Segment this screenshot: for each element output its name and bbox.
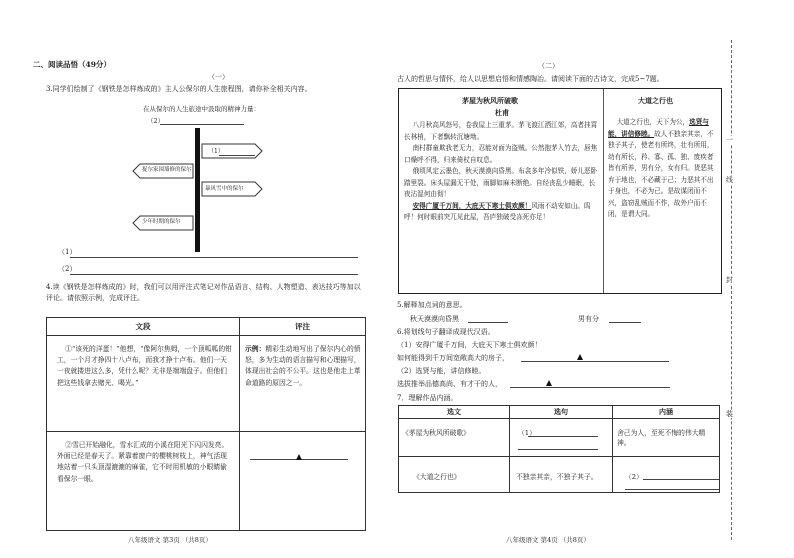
footer-right: 八年级语文 第4页 （共8页） <box>506 536 590 544</box>
q6-answer-2-line[interactable] <box>510 387 670 388</box>
q5-answer-b-line[interactable] <box>609 322 641 323</box>
q7-answer-1-line-a[interactable] <box>528 436 598 437</box>
prose-underlined-line: 选贤与能，讲信修睦。 <box>608 118 709 138</box>
q7-answer-1-line-b[interactable] <box>518 449 598 450</box>
answer-1-label: （1） <box>58 248 77 256</box>
poem-underlined-line: 安得广厦千万间，大庇天下寒士俱欢颜！ <box>412 201 532 210</box>
prose-part-a: 大道之行也，天下为公， <box>616 118 690 126</box>
poem-title: 茅屋为秋风所破歌 <box>462 96 518 105</box>
diagram-title: 在从保尔的人生旅途中汲取的精神力量： <box>143 105 260 113</box>
margin-char-3: 封 <box>726 276 733 284</box>
subsection-2: （二） <box>538 62 559 70</box>
q5-answer-a-line[interactable] <box>468 322 508 323</box>
passage-2-text: ②雪已开始融化，雪水汇成的小溪在阳光下闪闪发亮。外面已经是春天了。紧靠着窗户的樱桃树枝上，神气活现地站着一只头顶湿漉漉的麻雀，它不时用机敏的小眼睛偷看保尔一眼。 <box>57 441 229 483</box>
table-header-note: 评注 <box>240 318 366 336</box>
q7-table <box>398 405 720 493</box>
prose-text <box>608 117 716 221</box>
question-5: 5.解释加点词的意思。 <box>397 301 467 309</box>
example-note-label: 示例： <box>245 345 266 353</box>
triangle-marker-icon <box>296 454 302 462</box>
table-header-passage: 文段 <box>47 318 240 336</box>
triangle-marker-icon <box>577 354 583 362</box>
poem-para-2: 南村群童欺我老无力，忍能对面为盗贼。公然抱茅入竹去，唇焦口燥呼不得，归来倚杖自叹息。 <box>404 144 598 164</box>
q6-item-1: （1）安得广厦千万间，大庇天下寒士俱欢颜！ <box>397 341 542 349</box>
binding-dashed-line <box>731 40 732 540</box>
q7-row-1-meaning: 舍己为人，至死不悔的伟大精神。 <box>613 419 720 457</box>
q6-item-2-partial: 选拔推举品德高尚、有才干的人， <box>397 380 502 388</box>
q7-row-2-selection: 《大道之行也》 <box>399 457 510 493</box>
example-note-text: 精彩生动地写出了保尔内心的愤怒，多为生动的语言描写和心理描写，体现出社会的不公平。这也是他走上革命道路的原因之一。 <box>245 345 361 387</box>
q7-row-1-selection: 《茅屋为秋风所破歌》 <box>399 419 510 457</box>
question-6: 6.将划线句子翻译成现代汉语。 <box>397 328 495 336</box>
q6-answer-1-line[interactable] <box>521 361 669 362</box>
q7-row-2-meaning[interactable] <box>613 457 720 493</box>
q7-header-sentence: 选句 <box>510 406 613 419</box>
poem-author: 杜甫 <box>495 108 509 117</box>
margin-char-1: 一 <box>726 136 733 144</box>
question-3: 3.同学们绘制了《钢铁是怎样炼成的》主人公保尔的人生旅程图，请你补全相关内容。 <box>46 85 312 93</box>
sign-left-3-label: 少年时期的保尔 <box>142 219 181 225</box>
q7-header-selection: 选文 <box>399 406 510 419</box>
question-4: 4.读《钢铁是怎样炼成的》时，我们可以用评注式笔记对作品语言、结构、人物塑造、表达技巧等加以评论。请依照示例，完成评注。 <box>46 283 361 302</box>
q7-row-2-sentence: 不独亲其亲，不独子其子。 <box>510 457 613 493</box>
poem-para-1: 八月秋高风怒号，卷我屋上三重茅。茅飞渡江洒江郊，高者挂罥长林梢，下者飘转沉塘坳。 <box>404 121 598 141</box>
subsection-1: （一） <box>208 73 229 81</box>
poem-para-3: 俄顷风定云墨色，秋天漠漠向昏黑。布衾多年冷似铁，娇儿恶卧踏里裂。床头屋漏无干处，雨脚如麻未断绝。自经丧乱少睡眠，长夜沾湿何由彻！ <box>404 167 598 199</box>
q7-row-2-blank-label: （2） <box>625 473 643 481</box>
poem-box-divider <box>603 89 604 293</box>
signpost-diagram <box>130 126 270 254</box>
sign-1-label: （1） <box>208 148 224 155</box>
annotation-table <box>46 317 366 531</box>
sign-1-answer-line[interactable] <box>219 155 255 156</box>
section-title: 二、阅读品悟（49分） <box>33 60 111 69</box>
q7-header-meaning: 内涵 <box>613 406 720 419</box>
q7-answer-2-line-a[interactable] <box>643 479 719 480</box>
poem-body <box>404 120 600 224</box>
question-7: 7．理解作品内涵。 <box>397 394 458 402</box>
q7-answer-2-line-b[interactable] <box>625 489 719 490</box>
diagram-answer-line[interactable] <box>160 124 244 125</box>
q7-row-1-blank-label: （1） <box>518 429 536 437</box>
sign-right-2-label: 暴风雪中的保尔 <box>205 186 244 192</box>
q6-item-2: （2）选贤与能，讲信修睦。 <box>397 367 486 375</box>
answer-2-line[interactable] <box>70 274 358 275</box>
footer-left: 八年级语文 第3页 （共8页） <box>128 536 212 544</box>
q7-row-1-sentence[interactable] <box>510 419 613 457</box>
passage-1-text: ①“该死的洋蛋！”他想，“像阿尔焦姆，一个顶呱呱的钳工，一个月才挣四十八卢布，而我才挣十卢布。他们一天一夜就搂进这么多，凭什么呢？无非是端端盘子。但他们把这些钱拿去赌光、喝光。” <box>57 345 232 387</box>
diagram-blank-2: （2） <box>147 117 165 125</box>
poem-para-4-rest: 风雨不动安如山。呜呼！何时眼前突兀见此屋，吾庐独破受冻死亦足！ <box>404 201 591 222</box>
table-row-2-note[interactable] <box>240 432 366 531</box>
table-row-1-note <box>240 336 366 432</box>
prose-body <box>608 117 716 221</box>
margin-char-2: 线 <box>726 176 733 184</box>
sign-left-1-label: 捉尔家围墙修的保尔 <box>142 167 192 173</box>
q6-item-1-partial: 如何能得到千万间宽敞高大的房子， <box>397 354 509 362</box>
answer-2-label: （2） <box>58 265 77 273</box>
answer-1-line[interactable] <box>70 257 358 258</box>
intro-text: 古人的哲思与情怀，给人以思想启悟和情感陶冶。请阅读下面的古诗文，完成5~7题。 <box>397 75 664 83</box>
prose-title: 大道之行也 <box>638 96 673 105</box>
q5-item-a: 秋天漠漠向昏黑 <box>410 315 459 323</box>
table-row-1-passage <box>47 336 240 432</box>
margin-char-4: 装 <box>726 410 733 418</box>
prose-part-c: 故人不独亲其亲，不独子其子，使老有所终，壮有所用，幼有所长，矜、寡、孤、独、废疾者皆有所养，男有分，女有归。货恶其弃于地也，不必藏于己；力恶其不出于身也，不必为己。是故谋闭而不兴，盗窃乱贼而不作，故外户而不闭，是谓大同。 <box>608 129 714 219</box>
triangle-marker-icon <box>546 380 552 388</box>
signpost-pole <box>195 128 200 252</box>
example-note <box>245 344 361 389</box>
q5-item-b: 男有分 <box>578 315 599 323</box>
poem-para-4 <box>404 201 600 224</box>
table-row-2-passage <box>47 432 240 531</box>
